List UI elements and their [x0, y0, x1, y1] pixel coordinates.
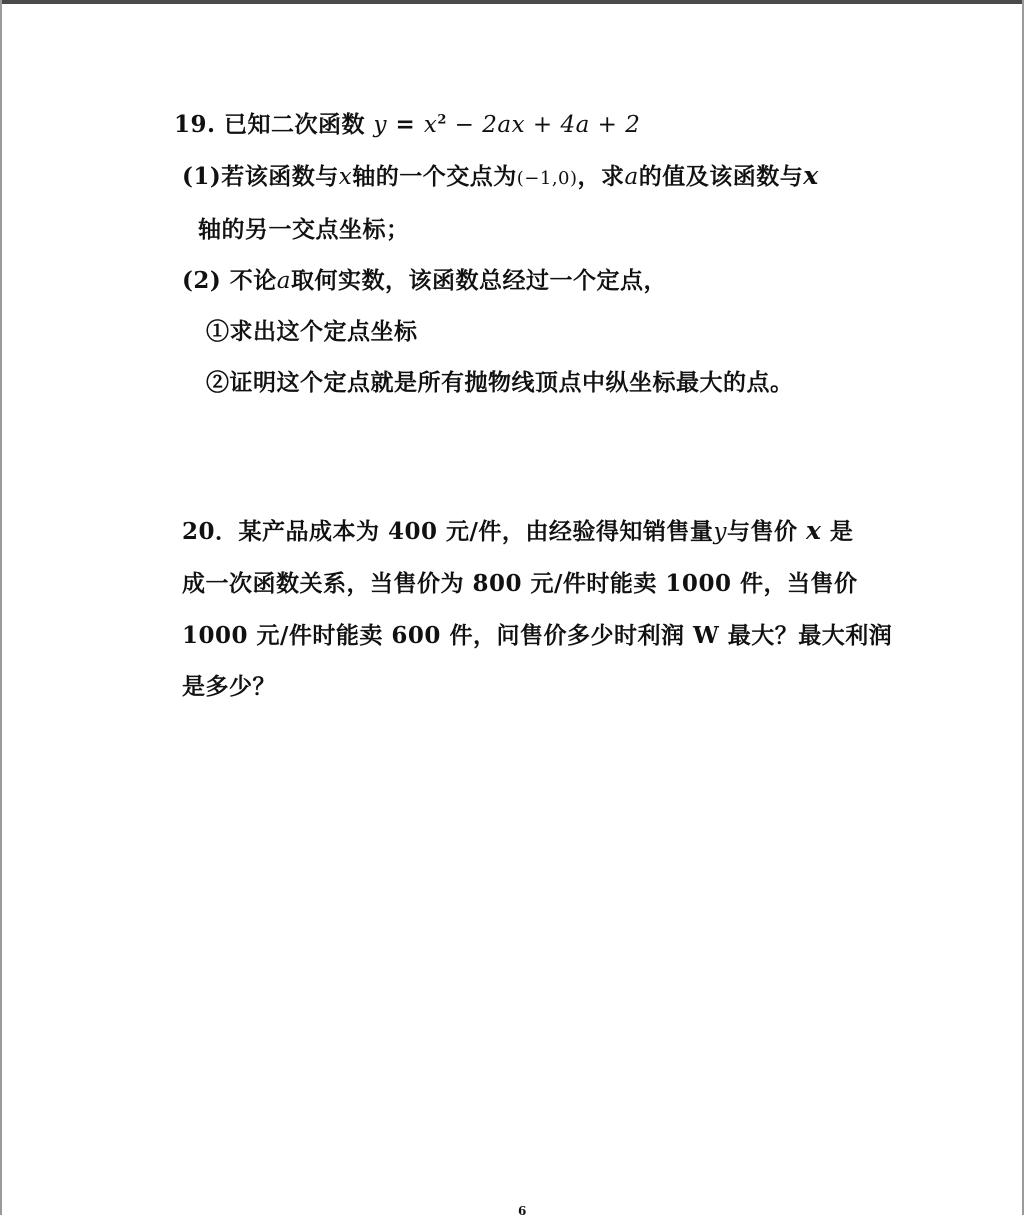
q19-part1-text-a: 若该函数与 [221, 163, 339, 190]
q19-part2-label: (2) [182, 267, 222, 294]
q19-intro: 已知二次函数 [224, 111, 366, 138]
q19-sub2: ②证明这个定点就是所有抛物线顶点中纵坐标最大的点。 [206, 369, 794, 396]
q19-fn-exp: 2 [437, 112, 447, 128]
q19-sub1: ①求出这个定点坐标 [206, 318, 418, 345]
q19-fn-rest: − 2ax + 4a + 2 [446, 112, 641, 138]
q20-line1-text-c: 是 [829, 518, 854, 545]
q20-line2: 成一次函数关系，当售价为 800 元/件时能卖 1000 件，当售价 [182, 570, 858, 597]
q19-part1-x2: x [803, 161, 819, 190]
left-border [0, 0, 2, 1215]
q20-line1-text-a: 20．某产品成本为 400 元/件，由经验得知销售量 [182, 518, 714, 545]
q19-part2-text-b: 取何实数，该函数总经过一个定点， [291, 267, 668, 294]
q19-part1-line2: 轴的另一交点坐标； [198, 216, 410, 243]
page-number: 6 [518, 1204, 527, 1218]
q19-title [174, 106, 640, 139]
q19-part2-var-a: a [276, 268, 292, 294]
q20-var-x: x [805, 516, 822, 545]
q19-part1-point: (−1,0) [516, 168, 578, 189]
q19-part2 [182, 262, 667, 295]
q19-part1-x: x [338, 164, 353, 190]
q20-line1-text-b: 与售价 [726, 518, 798, 545]
q19-part1-text-c: ，求 [577, 163, 625, 190]
top-border [0, 0, 1024, 4]
q19-part1-var-a: a [624, 164, 639, 190]
q20-line3: 1000 元/件时能卖 600 件，问售价多少时利润 W 最大？最大利润 [182, 622, 893, 649]
q19-part2-text-a: 不论 [229, 267, 277, 294]
q19-part1-label: (1) [182, 163, 222, 190]
q20-var-y: y [713, 519, 727, 545]
q19-part1-text-b: 轴的一个交点为 [352, 163, 517, 190]
q19-fn-eq: = [387, 111, 424, 138]
q19-fn-x: x [423, 112, 438, 138]
q19-part1-line1 [182, 158, 819, 191]
q19-part1-text-d: 的值及该函数与 [638, 163, 804, 190]
q19-fn-y: y [373, 112, 388, 138]
q19-number: 19. [174, 111, 216, 138]
q20-line1 [182, 513, 853, 546]
q20-line4: 是多少？ [182, 673, 276, 700]
